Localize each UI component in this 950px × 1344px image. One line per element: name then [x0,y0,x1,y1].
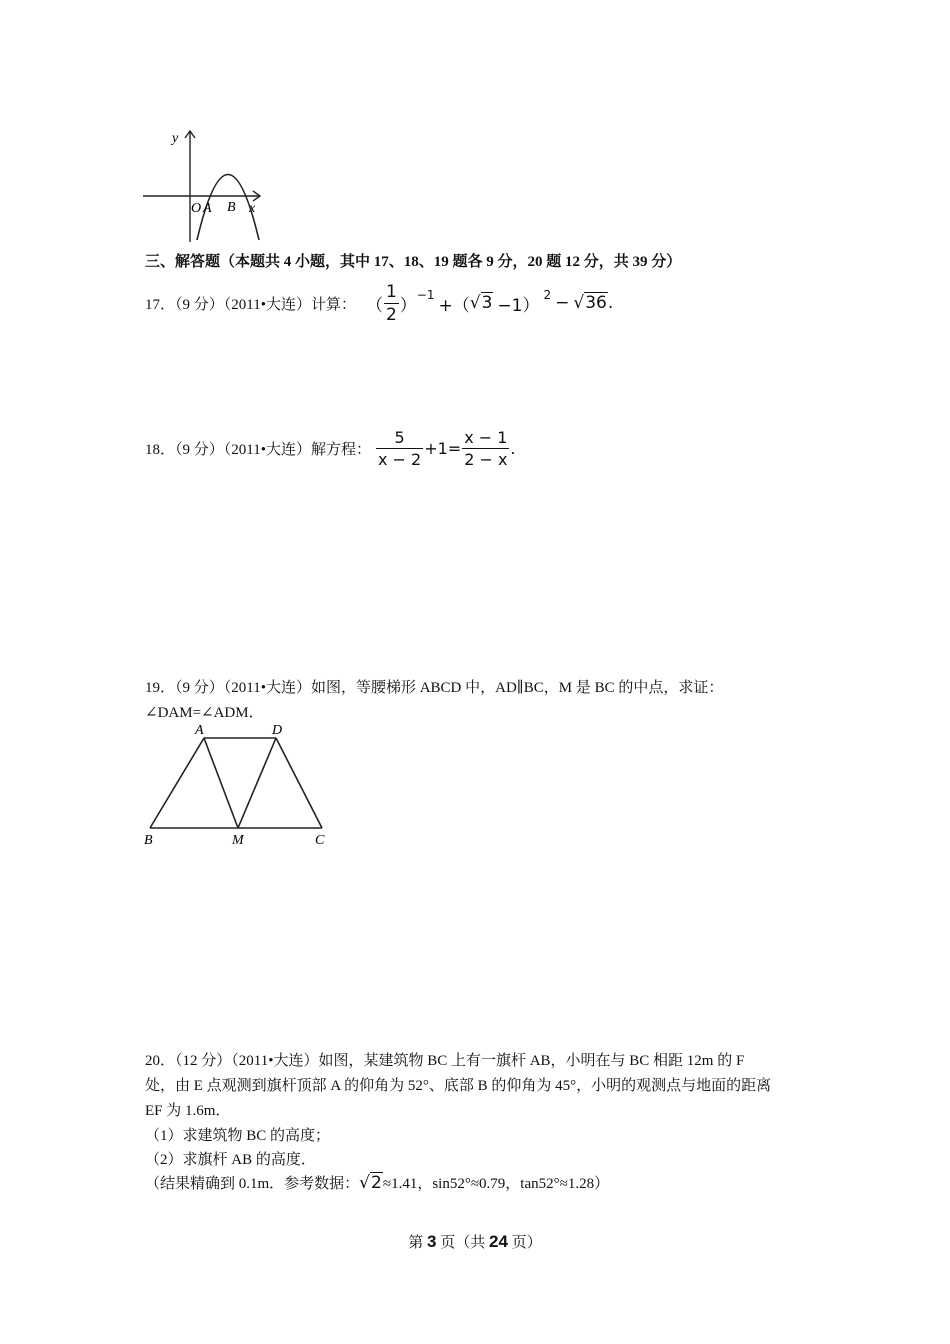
vertex-b-label: B [144,833,153,848]
footer-page-number: 3 [427,1232,437,1251]
q20-sqrt2: √2 [359,1173,382,1193]
origin-label: O [191,201,202,216]
page-footer [0,1231,950,1252]
q18-prefix: 18．（9 分）（2011•大连）解方程： [145,441,371,458]
q18-fraction-left [376,428,423,469]
q18-frac1-num: 5 [394,427,405,447]
footer-post: 页） [511,1235,542,1251]
q20-sub2: （2）求旗杆 AB 的高度． [145,1152,316,1168]
q17-expression [366,282,613,325]
q19-line1: 19．（9 分）（2011•大连）如图，等腰梯形 ABCD 中，AD∥BC，M 是 BC 的中点，求证： [145,680,724,696]
vertex-a-label: A [195,723,204,738]
q17-exponent-2: 2 [543,288,552,302]
footer-pre: 第 [408,1235,424,1251]
q18-frac2-num: x − 1 [464,427,508,447]
q17-frac-den: 2 [385,304,397,325]
q18-plus-one-equals: +1= [424,438,462,458]
q20-ref-prefix: （结果精确到 0.1m．参考数据： [145,1176,360,1192]
segment-dm [238,738,276,828]
q20-reference [145,1172,609,1193]
y-axis-label: y [172,131,179,146]
q20-line2: 处，由 E 点观测到旗杆顶部 A 的仰角为 52°、底部 B 的仰角为 45°，小明的观测点与地面的距离 [145,1078,772,1094]
q20-sqrt2-radicand: 2 [371,1173,382,1193]
q17-minus-one: −1） [497,295,540,316]
x-axis-label: x [249,201,256,216]
q18-frac2-den: 2 − x [464,449,508,469]
q17-plus: +（ [438,295,470,316]
q20-ref-rest: ≈1.41，sin52°≈0.79，tan52°≈1.28） [382,1176,610,1192]
edge-dc [276,738,322,828]
q18-period: . [510,438,516,458]
q17-exponent-neg1: −1 [416,288,435,302]
footer-total-pages: 24 [489,1232,508,1251]
q17-sqrt3-radicand: 3 [481,293,493,313]
q20-line3: EF 为 1.6m． [145,1103,231,1119]
q17-frac-num: 1 [385,281,397,302]
edge-ab [150,738,204,828]
section-header: 三、解答题（本题共 4 小题，其中 17、18、19 题各 9 分，20 题 12 分，共 39 分） [145,254,682,270]
q17-sqrt36: √36 [573,293,607,313]
vertex-m-label: M [232,833,244,848]
footer-mid: 页（共 [440,1235,486,1251]
segment-am [204,738,238,828]
trapezoid-figure [140,718,340,850]
q17-close-paren: ） [399,295,417,316]
q17-fraction [384,282,399,325]
q17-minus: − [555,293,570,313]
q18-frac1-den: x − 2 [377,449,422,469]
vertex-d-label: D [272,723,283,738]
q17-period: . [607,293,614,313]
q20-sub1: （1）求建筑物 BC 的高度； [145,1128,331,1144]
point-b-label: B [227,200,236,215]
q17-prefix: 17．（9 分）（2011•大连）计算： [145,296,356,313]
q18-equation [375,428,516,469]
parabola-graph-figure [140,125,270,245]
question-17 [145,283,613,323]
q18-fraction-right [462,428,509,469]
q20-line1: 20．（12 分）（2011•大连）如图，某建筑物 BC 上有一旗杆 AB，小明在与 BC 相距 12m 的 F [145,1053,745,1069]
question-18 [145,425,516,471]
point-a-label: A [203,201,212,216]
q19-line2: ∠DAM=∠ADM． [145,705,264,721]
q17-sqrt36-radicand: 36 [585,293,607,313]
q17-sqrt3: √3 [469,293,493,313]
vertex-c-label: C [315,833,325,848]
q17-open-paren: （ [365,295,383,316]
